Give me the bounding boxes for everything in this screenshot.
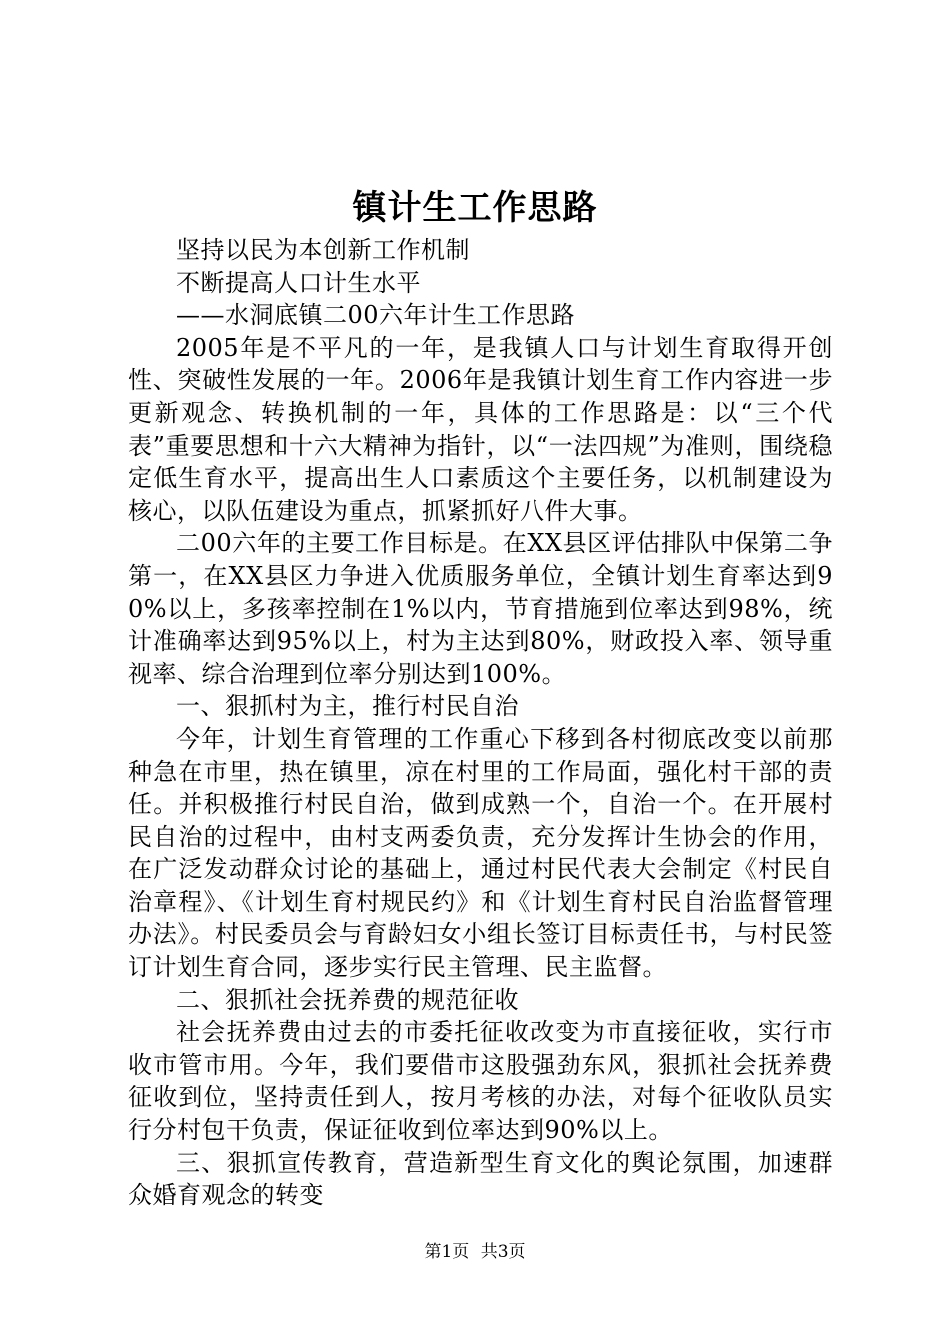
page-number: 第1页 xyxy=(424,1242,470,1262)
subtitle-line-2: 不断提高人口计生水平 xyxy=(176,268,421,297)
document-body xyxy=(128,234,833,1212)
document-title: 镇计生工作思路 xyxy=(352,188,598,228)
subtitle-line-3: ——水洞底镇二00六年计生工作思路 xyxy=(176,301,576,330)
paragraph-section-1: 今年，计划生育管理的工作重心下移到各村彻底改变以前那种急在市里，热在镇里，凉在村里的工作局面，强化村干部的责任。并积极推行村民自治，做到成熟一个，自治一个。在开展村民自治的过程中，由村支两委负责，充分发挥计生协会的作用，在广泛发动群众讨论的基础上，通过村民代表大会制定《村民自治章程》、《计划生育村规民约》和《计划生育村民自治监督管理办法》。村民委员会与育龄妇女小组长签订目标责任书，与村民签订计划生育合同，逐步实行民主管理、民主监督。 xyxy=(128,724,833,982)
section-heading-2: 二、狠抓社会抚养费的规范征收 xyxy=(176,985,519,1014)
subtitle-line-1: 坚持以民为本创新工作机制 xyxy=(176,236,470,264)
page-footer xyxy=(0,1240,950,1264)
section-heading-1: 一、狠抓村为主，推行村民自治 xyxy=(176,692,519,721)
section-heading-3: 三、狠抓宣传教育，营造新型生育文化的舆论氛围，加速群众婚育观念的转变 xyxy=(128,1148,833,1210)
paragraph-section-2: 社会抚养费由过去的市委托征收改变为市直接征收，实行市收市管市用。今年，我们要借市这股强劲东风，狠抓社会抚养费征收到位，坚持责任到人，按月考核的办法，对每个征收队员实行分村包干负责，保证征收到位率达到90%以上。 xyxy=(128,1018,833,1145)
paragraph-goals: 二00六年的主要工作目标是。在XX县区评估排队中保第二争第一，在XX县区力争进入优质服务单位，全镇计划生育率达到90%以上，多孩率控制在1%以内，节育措施到位率达到98%，统计准确率达到95%以上，村为主达到80%，财政投入率、领导重视率、综合治理到位率分别达到100%。 xyxy=(128,529,833,688)
paragraph-intro: 2005年是不平凡的一年，是我镇人口与计划生育取得开创性、突破性发展的一年。2006年是我镇计划生育工作内容进一步更新观念、转换机制的一年，具体的工作思路是：以“三个代表”重要思想和十六大精神为指针，以“一法四规”为准则，围绕稳定低生育水平，提高出生人口素质这个主要任务，以机制建设为核心，以队伍建设为重点，抓紧抓好八件大事。 xyxy=(128,333,833,525)
page-total: 共3页 xyxy=(480,1242,526,1262)
